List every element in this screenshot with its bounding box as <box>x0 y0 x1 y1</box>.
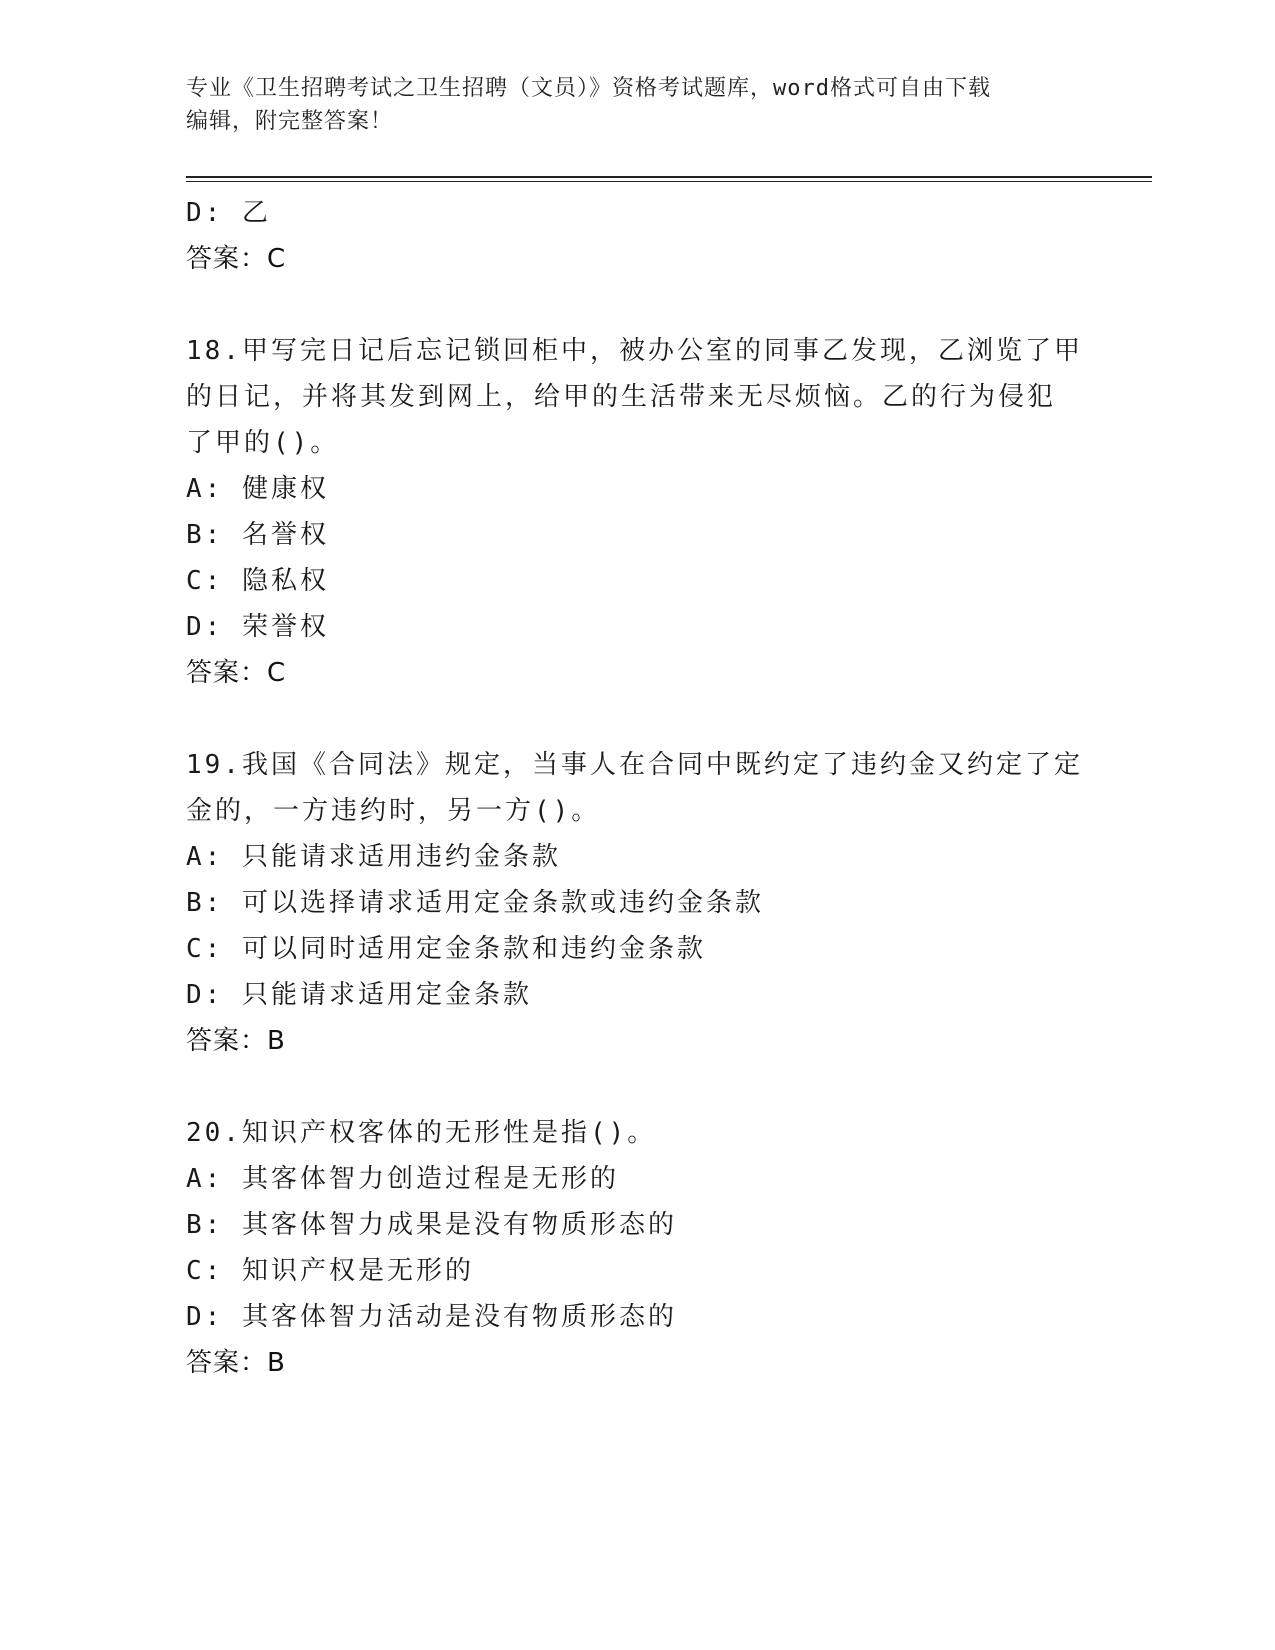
answer-line: 答案：B <box>186 1026 286 1056</box>
question-20 <box>186 1110 1086 1386</box>
option-d: D: 乙 <box>186 198 271 228</box>
option-d: D: 荣誉权 <box>186 612 329 642</box>
page-header <box>186 72 1066 138</box>
question-stem-line: 20.知识产权客体的无形性是指()。 <box>186 1118 657 1148</box>
option-d: D: 只能请求适用定金条款 <box>186 980 532 1010</box>
header-line-1: 专业《卫生招聘考试之卫生招聘（文员）》资格考试题库，word格式可自由下载 <box>186 76 991 101</box>
option-a: A: 健康权 <box>186 474 329 504</box>
option-c: C: 可以同时适用定金条款和违约金条款 <box>186 934 706 964</box>
header-rule-thick <box>186 176 1152 178</box>
question-list <box>186 190 1086 1386</box>
question-19 <box>186 742 1086 1064</box>
question-stem-line: 了甲的()。 <box>186 428 340 458</box>
question-stem-line: 的日记，并将其发到网上，给甲的生活带来无尽烦恼。乙的行为侵犯 <box>186 382 1057 412</box>
header-line-2: 编辑，附完整答案！ <box>186 109 394 134</box>
answer-line: 答案：C <box>186 244 287 274</box>
option-b: B: 名誉权 <box>186 520 329 550</box>
question-18 <box>186 328 1086 696</box>
option-c: C: 知识产权是无形的 <box>186 1256 474 1286</box>
question-stem-line: 19.我国《合同法》规定，当事人在合同中既约定了违约金又约定了定 <box>186 750 1083 780</box>
option-d: D: 其客体智力活动是没有物质形态的 <box>186 1302 677 1332</box>
option-b: B: 其客体智力成果是没有物质形态的 <box>186 1210 677 1240</box>
option-a: A: 只能请求适用违约金条款 <box>186 842 561 872</box>
question-stem-line: 18.甲写完日记后忘记锁回柜中，被办公室的同事乙发现，乙浏览了甲 <box>186 336 1083 366</box>
option-a: A: 其客体智力创造过程是无形的 <box>186 1164 619 1194</box>
option-b: B: 可以选择请求适用定金条款或违约金条款 <box>186 888 764 918</box>
previous-question-tail <box>186 190 1086 282</box>
answer-line: 答案：C <box>186 658 287 688</box>
question-stem-line: 金的，一方违约时，另一方()。 <box>186 796 601 826</box>
option-c: C: 隐私权 <box>186 566 329 596</box>
answer-line: 答案：B <box>186 1348 286 1378</box>
header-rule-thin <box>186 181 1152 182</box>
